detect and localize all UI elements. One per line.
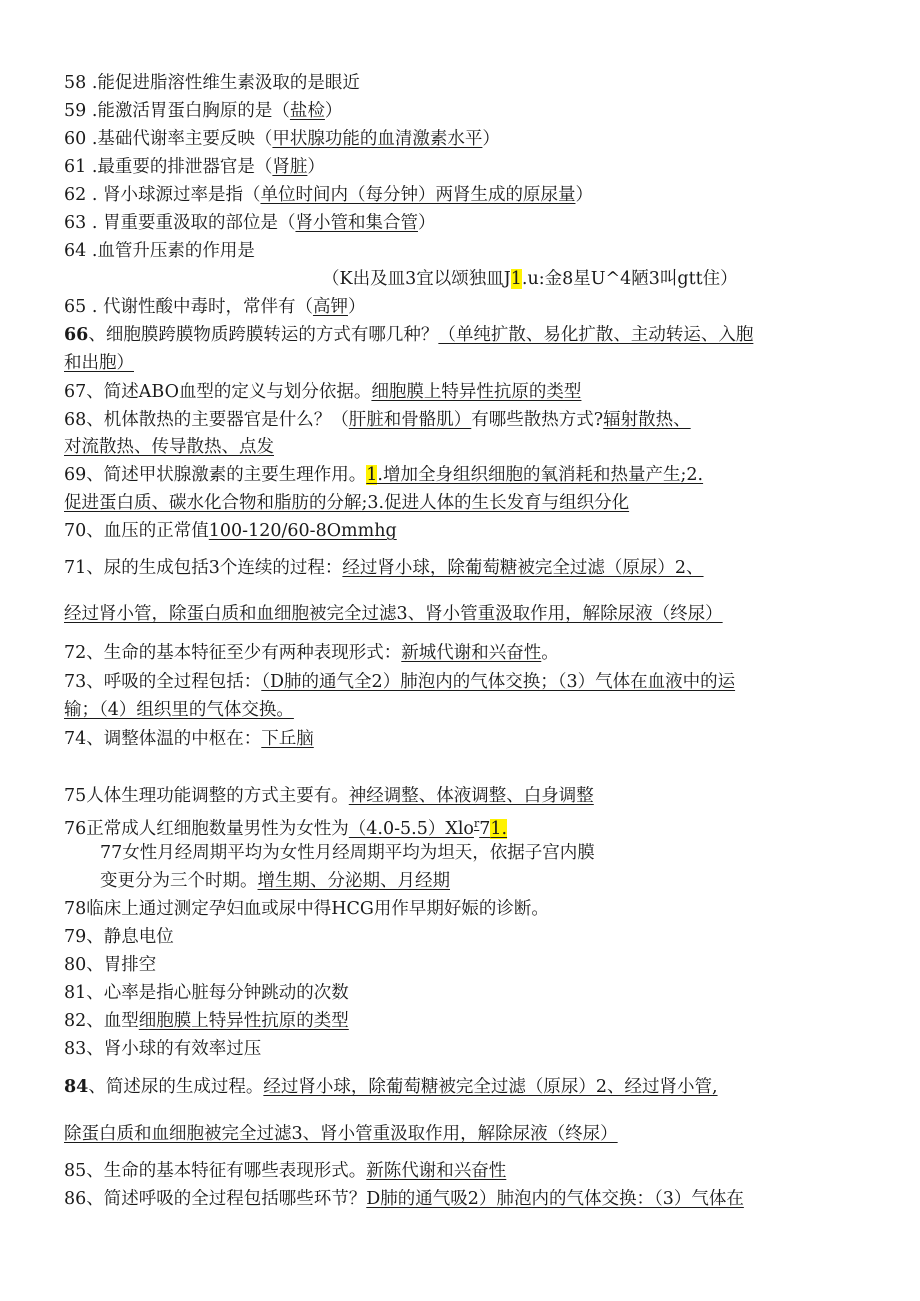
item-70-question: 70、血压的正常值 xyxy=(64,521,209,541)
item-60 xyxy=(64,126,500,152)
item-71-question: 71、尿的生成包括3个连续的过程： xyxy=(64,558,343,578)
item-85 xyxy=(64,1158,506,1184)
item-76-answer: （4.0-5.5）Xlo xyxy=(348,818,474,839)
item-77-question: 77女性月经周期平均为女性月经周期平均为坦天，依据子宫内膜 xyxy=(100,843,595,863)
item-66-number: 66 xyxy=(64,325,89,345)
item-76-answer-tail: 7 xyxy=(479,818,491,839)
item-61 xyxy=(64,154,325,180)
item-67 xyxy=(64,379,581,405)
item-75-answer: 神经调整、体液调整、白身调整 xyxy=(348,786,594,806)
item-82-answer: 细胞膜上特异性抗原的类型 xyxy=(138,1011,349,1031)
item-84-number: 84 xyxy=(64,1077,89,1097)
item-68-answer-2: 辐射散热、 xyxy=(603,410,691,430)
item-64-answer-a: （K出及皿3宜以颂独皿J xyxy=(322,269,511,289)
item-83-text: 83、肾小球的有效率过压 xyxy=(64,1039,262,1059)
item-64-question: 64 .血管升压素的作用是 xyxy=(64,241,255,261)
item-84-answer-cont: 除蛋白质和血细胞被完全过滤3、肾小管重汲取作用，解除尿液（终尿） xyxy=(64,1124,618,1144)
item-68 xyxy=(64,407,691,433)
item-66-answer: （单纯扩散、易化扩散、主动转运、入胞 xyxy=(438,325,754,345)
item-69-answer-cont: 促进蛋白质、碳水化合物和脂肪的分解;3.促进人体的生长发育与组织分化 xyxy=(64,493,630,513)
item-68-answer-cont: 对流散热、传导散热、点发 xyxy=(64,437,274,457)
item-61-question: 61 .最重要的排泄器官是（ xyxy=(64,157,273,177)
item-70 xyxy=(64,518,397,544)
item-69-question: 69、简述甲状腺激素的主要生理作用。 xyxy=(64,465,367,485)
item-66 xyxy=(64,322,753,348)
item-59-answer: 盐检 xyxy=(289,101,325,121)
item-59-close: ） xyxy=(324,101,343,121)
item-78 xyxy=(64,896,549,922)
item-67-question: 67、简述ABO血型的定义与划分依据。 xyxy=(64,382,372,402)
item-62-question: 62 . 肾小球源过率是指（ xyxy=(64,185,261,205)
item-61-close: ） xyxy=(307,157,325,177)
item-85-question: 85、生命的基本特征有哪些表现形式。 xyxy=(64,1161,367,1181)
item-58-text: 58 .能促进脂溶性维生素汲取的是眼近 xyxy=(64,73,360,93)
item-64-answer-line xyxy=(322,266,738,292)
item-72-answer: 新城代谢和兴奋性 xyxy=(401,643,542,663)
item-74-question: 74、调整体温的中枢在： xyxy=(64,729,262,749)
item-67-answer: 细胞膜上特异性抗原的类型 xyxy=(371,382,582,402)
item-66-cont xyxy=(64,350,134,376)
item-72-question: 72、生命的基本特征至少有两种表现形式： xyxy=(64,643,402,663)
item-73 xyxy=(64,669,735,695)
item-84-question: 、简述尿的生成过程。 xyxy=(88,1077,264,1097)
item-73-question: 73、呼吸的全过程包括： xyxy=(64,672,262,692)
item-59 xyxy=(64,98,342,124)
item-74-answer: 下丘脑 xyxy=(261,729,314,749)
item-71-cont xyxy=(64,601,723,627)
item-74 xyxy=(64,726,314,752)
item-80-text: 80、胃排空 xyxy=(64,955,157,975)
item-77-answer: 增生期、分泌期、月经期 xyxy=(257,871,450,891)
item-61-answer: 肾脏 xyxy=(272,157,308,177)
item-62-close: ） xyxy=(575,185,593,205)
item-69-answer: .增加全身组织细胞的氧消耗和热量产生;2. xyxy=(377,465,704,485)
item-86-answer: D肺的通气吸2）肺泡内的气体交换：（3）气体在 xyxy=(366,1189,744,1209)
item-77-question-cont: 变更分为三个时期。 xyxy=(100,871,258,891)
item-84-answer: 经过肾小球，除葡萄糖被完全过滤（原尿）2、经过肾小管, xyxy=(263,1077,718,1097)
item-85-answer: 新陈代谢和兴奋性 xyxy=(366,1161,507,1181)
item-84 xyxy=(64,1074,718,1100)
highlight-mark: 1 xyxy=(366,465,378,485)
item-77 xyxy=(100,840,595,866)
item-68-cont xyxy=(64,434,274,460)
item-82-question: 82、血型 xyxy=(64,1011,139,1031)
item-69-cont xyxy=(64,490,629,516)
item-60-close: ） xyxy=(482,129,500,149)
highlight-mark: 1. xyxy=(490,818,508,839)
item-58 xyxy=(64,70,360,96)
item-65 xyxy=(64,294,365,320)
item-64-answer-b: .u:金8星U^4陋3叫gtt住） xyxy=(521,269,738,289)
item-59-question: 59 .能激活胃蛋白胸原的是（ xyxy=(64,101,290,121)
item-68-answer: 肝脏和骨骼肌） xyxy=(348,410,472,430)
item-77-cont xyxy=(100,868,450,894)
item-69 xyxy=(64,462,703,488)
item-65-answer: 高钾 xyxy=(312,297,348,317)
item-75 xyxy=(64,783,594,809)
item-79 xyxy=(64,924,174,950)
item-76 xyxy=(64,811,507,837)
item-76-superscript: r xyxy=(473,817,480,830)
item-76-question: 76正常成人红细胞数量男性为女性为 xyxy=(64,818,349,839)
item-75-question: 75人体生理功能调整的方式主要有。 xyxy=(64,786,349,806)
item-72 xyxy=(64,640,559,666)
highlight-mark: 1 xyxy=(510,269,522,289)
item-86 xyxy=(64,1186,744,1212)
item-71-answer: 经过肾小球，除葡萄糖被完全过滤（原尿）2、 xyxy=(342,558,704,578)
item-63-question: 63 . 胃重要重汲取的部位是（ xyxy=(64,213,296,233)
item-63-answer: 肾小管和集合管 xyxy=(295,213,418,233)
item-63-close: ） xyxy=(417,213,436,233)
item-65-question: 65 . 代谢性酸中毒时，常伴有（ xyxy=(64,297,313,317)
item-73-cont xyxy=(64,697,294,723)
item-78-text: 78临床上通过测定孕妇血或尿中得HCG用作早期好娠的诊断。 xyxy=(64,899,549,919)
item-68-question: 68、机体散热的主要器官是什么？（ xyxy=(64,410,349,430)
item-81 xyxy=(64,980,349,1006)
item-62 xyxy=(64,182,593,208)
item-62-answer: 单位时间内（每分钟）两肾生成的原尿量 xyxy=(260,185,576,205)
item-83 xyxy=(64,1036,261,1062)
item-70-answer: 100-120/60-8Ommhg xyxy=(208,521,397,541)
item-64 xyxy=(64,238,255,264)
item-80 xyxy=(64,952,156,978)
item-82 xyxy=(64,1008,349,1034)
item-84-cont xyxy=(64,1121,618,1147)
item-66-answer-cont: 和出胞） xyxy=(64,353,134,373)
item-73-answer: （D肺的通气全2）肺泡内的气体交换；（3）气体在血液中的运 xyxy=(261,672,736,692)
item-71-answer-cont: 经过肾小管，除蛋白质和血细胞被完全过滤3、肾小管重汲取作用，解除尿液（终尿） xyxy=(64,604,723,624)
item-81-text: 81、心率是指心脏每分钟跳动的次数 xyxy=(64,983,349,1003)
item-73-answer-cont: 输；（4）组织里的气体交换。 xyxy=(64,700,294,720)
item-60-question: 60 .基础代谢率主要反映（ xyxy=(64,129,273,149)
item-86-question: 86、简述呼吸的全过程包括哪些环节？ xyxy=(64,1189,367,1209)
item-79-text: 79、静息电位 xyxy=(64,927,174,947)
item-72-end: 。 xyxy=(541,643,559,663)
item-65-close: ） xyxy=(347,297,366,317)
item-68-question-2: 有哪些散热方式? xyxy=(471,410,604,430)
item-66-question: 、细胞膜跨膜物质跨膜转运的方式有哪几种？ xyxy=(88,325,439,345)
item-63 xyxy=(64,210,435,236)
item-71 xyxy=(64,555,704,581)
item-60-answer: 甲状腺功能的血清激素水平 xyxy=(272,129,483,149)
